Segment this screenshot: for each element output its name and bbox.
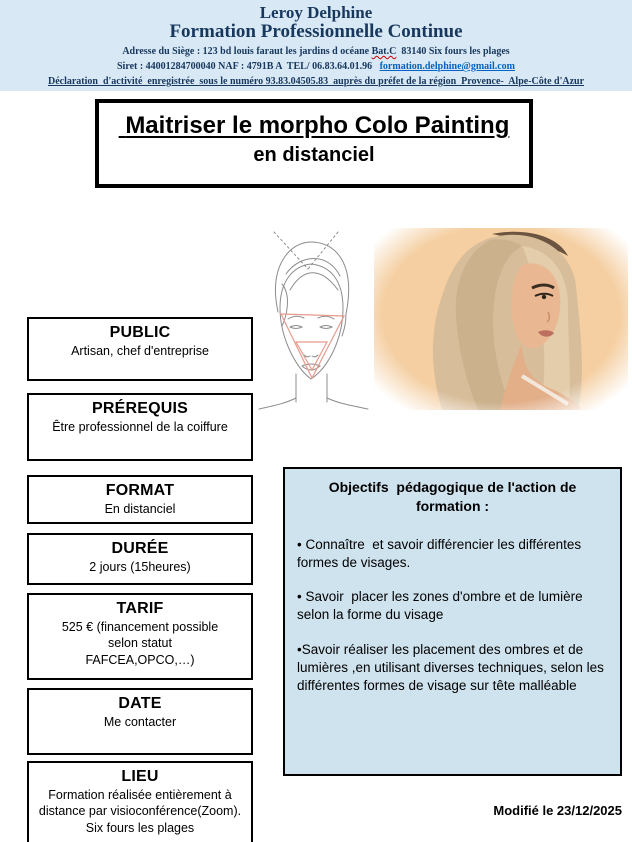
address-line — [0, 46, 632, 57]
info-box-heading: DURÉE — [111, 540, 169, 557]
siret-text: Siret : 44001284700040 NAF : 4791B A TEL/ 06.83.64.01.96 — [116, 61, 380, 72]
modified-date: Modifié le 23/12/2025 — [493, 803, 622, 818]
info-box-lieu — [27, 761, 253, 842]
info-box-heading: LIEU — [121, 768, 159, 785]
info-box-public — [27, 317, 253, 381]
email-link[interactable]: formation.delphine@gmail.com — [379, 61, 515, 72]
info-box-heading: PUBLIC — [109, 324, 171, 341]
organization-name: Leroy Delphine — [259, 3, 373, 22]
info-box-prerequis — [27, 393, 253, 461]
address-city: 83140 Six fours les plages — [396, 46, 510, 57]
organization-subtitle: Formation Professionnelle Continue — [169, 21, 463, 42]
info-box-tarif — [27, 593, 253, 680]
info-box-body: 2 jours (15heures) — [89, 560, 191, 574]
info-box-date — [27, 688, 253, 755]
info-box-body: Être professionnel de la coiffure — [52, 420, 228, 434]
address-text: Adresse du Siège : 123 bd louis faraut les jardins d océane — [122, 46, 372, 57]
info-box-format — [27, 475, 253, 524]
info-box-body: 525 € (financement possible selon statut FAFCEA,OPCO,…) — [61, 620, 219, 667]
course-subtitle: en distanciel — [253, 144, 375, 166]
info-box-duree — [27, 533, 253, 585]
objectives-box — [283, 467, 622, 776]
objective-item: •Savoir réaliser les placement des ombres et de lumières ,en utilisant diverses techniques, selon les différentes formes de visage sur tête malléable — [297, 642, 608, 693]
info-box-heading: TARIF — [116, 600, 164, 617]
info-box-heading: PRÉREQUIS — [91, 400, 189, 417]
info-box-body: Me contacter — [103, 715, 177, 729]
siret-line — [0, 61, 632, 72]
objective-item: • Savoir placer les zones d'ombre et de lumière selon la forme du visage — [297, 589, 587, 623]
objective-item: • Connaître et savoir différencier les différentes formes de visages. — [297, 536, 585, 570]
info-box-body: En distanciel — [104, 502, 176, 516]
objectives-title: Objectifs pédagogique de l'action de formation : — [328, 479, 581, 514]
letterhead — [0, 0, 632, 91]
info-box-heading: FORMAT — [105, 482, 175, 499]
info-box-body: Artisan, chef d'entreprise — [71, 344, 209, 358]
morphology-diagram-image — [256, 226, 371, 411]
portrait-image — [372, 226, 630, 418]
course-title: Maitriser le morpho Colo Painting — [118, 112, 510, 139]
info-box-body: Formation réalisée entièrement à distance par visioconférence(Zoom). Six fours les plages — [38, 788, 242, 835]
course-title-box — [95, 99, 533, 188]
info-box-heading: DATE — [118, 695, 162, 712]
address-building: Bat.C — [371, 46, 397, 57]
declaration-line: Déclaration d'activité enregistrée sous le numéro 93.83.04505.83 auprès du préfet de la région Provence- Alpe-Côte d'Azur — [47, 76, 585, 87]
